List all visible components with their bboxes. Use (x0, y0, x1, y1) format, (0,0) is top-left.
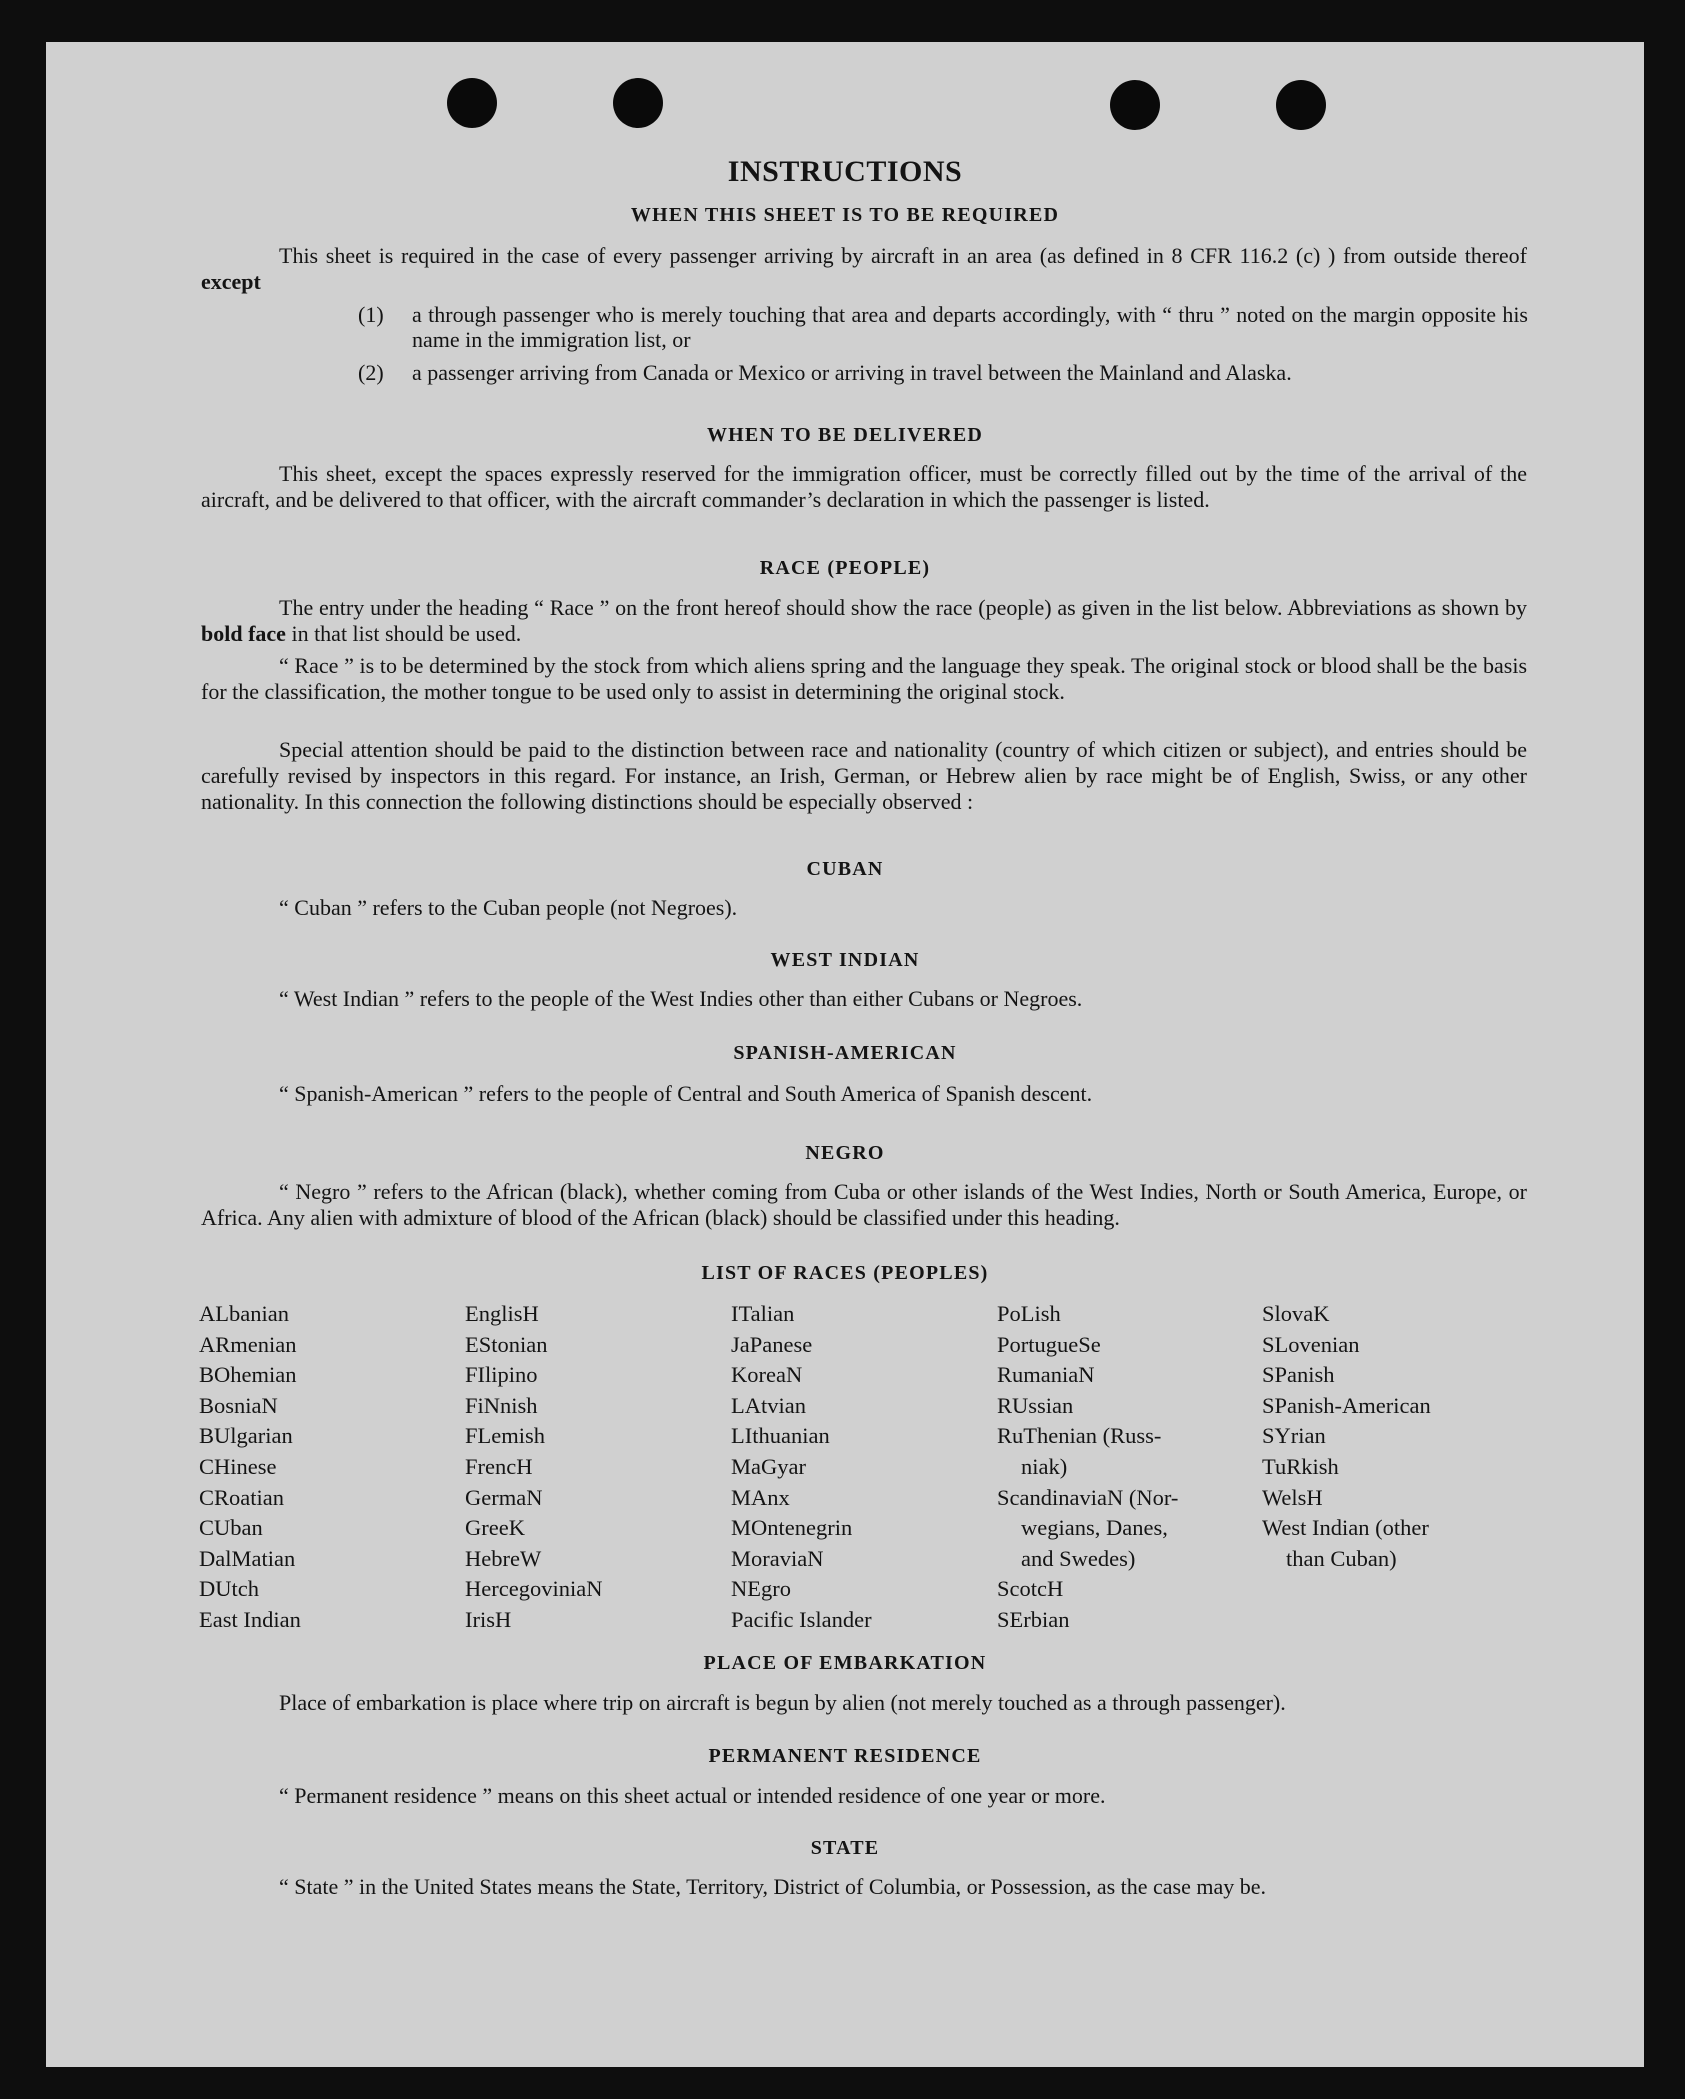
race-entry: SlovaK (1262, 1301, 1330, 1326)
race-column-3 (731, 1299, 872, 1636)
race-entry: SPanish-American (1262, 1392, 1431, 1418)
required-intro (201, 243, 1527, 295)
section-heading-residence: PERMANENT RESIDENCE (708, 1745, 982, 1767)
section-heading-delivered: WHEN TO BE DELIVERED (706, 424, 984, 446)
section-heading-spanish-american: SPANISH-AMERICAN (733, 1042, 957, 1064)
race-entry: CUban (199, 1515, 263, 1541)
section-heading-race: RACE (PEOPLE) (759, 557, 931, 579)
race-entry: HercegoviniaN (465, 1576, 603, 1602)
race-entry: DalMatian (199, 1545, 296, 1571)
state-text: “ State ” in the United States means the State, Territory, District of Columbia, or Possession, as the case may be. (279, 1874, 1267, 1899)
race-entry: KoreaN (731, 1362, 803, 1388)
race-entry: LAtvian (731, 1392, 806, 1418)
race-entry: DUtch (199, 1576, 259, 1602)
race-entry: ARmenian (199, 1331, 297, 1357)
race-entry: PoLish (997, 1301, 1061, 1326)
west-indian-text: “ West Indian ” refers to the people of the West Indies other than either Cubans or Negroes. (279, 986, 1083, 1011)
race-column-4 (997, 1299, 1178, 1636)
race-entry: EnglisH (465, 1301, 539, 1326)
race-entry: IrisH (465, 1606, 512, 1632)
race-entry: GermaN (465, 1484, 543, 1510)
section-heading-cuban: CUBAN (806, 858, 884, 880)
race-entry: RUssian (997, 1392, 1074, 1418)
race-entry-continued: wegians, Danes, (1021, 1515, 1168, 1541)
race-entry: TuRkish (1262, 1453, 1339, 1479)
race-entry: MaGyar (731, 1453, 806, 1479)
race-entry: FLemish (465, 1423, 546, 1449)
race-entry: RumaniaN (997, 1362, 1095, 1388)
race-entry: ScandinaviaN (Nor- (997, 1484, 1179, 1510)
race-entry: CRoatian (199, 1484, 284, 1510)
race-entry: SLovenian (1262, 1331, 1360, 1357)
race-paragraph-1: The entry under the heading “ Race ” on the front hereof should show the race (people) as given in the list below. Abbreviations as shown by bold face in that list should be used. (201, 595, 1527, 646)
list-heading: LIST OF RACES (PEOPLES) (701, 1262, 989, 1284)
race-entry: CHinese (199, 1453, 277, 1479)
spanish-american-text: “ Spanish-American ” refers to the people of Central and South America of Spanish descent. (279, 1081, 1093, 1106)
page-title: INSTRUCTIONS (727, 155, 963, 188)
race-entry: EStonian (465, 1331, 548, 1357)
item-number: (2) (358, 360, 384, 385)
race-entry: WelsH (1262, 1484, 1323, 1510)
race-entry: ITalian (731, 1301, 795, 1326)
race-entry: BOhemian (199, 1362, 297, 1388)
race-entry: MOntenegrin (731, 1515, 853, 1541)
race-entry: JaPanese (731, 1331, 813, 1357)
race-entry: RuThenian (Russ- (997, 1423, 1162, 1449)
race-entry: MoraviaN (731, 1545, 824, 1571)
residence-text: “ Permanent residence ” means on this sheet actual or intended residence of one year or more. (279, 1783, 1106, 1808)
race-column-1 (199, 1299, 301, 1636)
punch-hole (613, 78, 663, 128)
race-entry: HebreW (465, 1545, 542, 1571)
item-text: a passenger arriving from Canada or Mexico or arriving in travel between the Mainland and Alaska. (412, 360, 1292, 385)
punch-hole (1110, 80, 1160, 130)
required-intro-text: This sheet is required in the case of every passenger arriving by aircraft in an area (as defined in 8 CFR 116.2 (c) ) from outside thereof (279, 243, 1527, 268)
race-entry: FIlipino (465, 1362, 538, 1388)
race-entry: BUlgarian (199, 1423, 293, 1449)
race-entry: East Indian (199, 1606, 301, 1632)
section-heading-negro: NEGRO (805, 1142, 885, 1164)
race-entry: ScotcH (997, 1576, 1064, 1602)
race-entry: MAnx (731, 1484, 790, 1510)
race-entry-continued: niak) (1021, 1453, 1068, 1479)
race-entry: SPanish (1262, 1362, 1335, 1388)
item-text: a through passenger who is merely touching that area and departs accordingly, with “ thru ” noted on the margin opposite his name in the immigration list, or (412, 302, 1528, 352)
negro-text: “ Negro ” refers to the African (black), whether coming from Cuba or other islands of the West Indies, North or South America, Europe, or Africa. Any alien with admixture of blood of the African (black) should be classified under this heading. (201, 1179, 1527, 1230)
embarkation-text: Place of embarkation is place where trip on aircraft is begun by alien (not merely touched as a through passenger). (279, 1690, 1286, 1715)
race-column-2 (465, 1299, 602, 1636)
item-number: (1) (358, 302, 384, 327)
punch-hole (1276, 80, 1326, 130)
race-entry: FiNnish (465, 1392, 538, 1418)
race-entry: LIthuanian (731, 1423, 830, 1449)
race-entry-continued: than Cuban) (1286, 1545, 1397, 1571)
race-entry: ALbanian (199, 1301, 289, 1326)
section-heading-state: STATE (810, 1837, 880, 1859)
section-heading-required: WHEN THIS SHEET IS TO BE REQUIRED (630, 204, 1060, 226)
race-entry: NEgro (731, 1576, 791, 1602)
section-heading-embarkation: PLACE OF EMBARKATION (703, 1652, 987, 1674)
race-entry: Pacific Islander (731, 1606, 872, 1632)
punch-hole (447, 78, 497, 128)
race-column-5 (1262, 1299, 1431, 1574)
section-heading-west-indian: WEST INDIAN (770, 949, 920, 971)
required-intro-bold: except (201, 269, 261, 294)
race-entry: SYrian (1262, 1423, 1326, 1449)
delivered-text: This sheet, except the spaces expressly reserved for the immigration officer, must be correctly filled out by the time of the arrival of the aircraft, and be delivered to that officer, with the aircraft commander’s declaration in which the passenger is listed. (201, 461, 1527, 512)
race-entry: BosniaN (199, 1392, 278, 1418)
race-paragraph-3: Special attention should be paid to the distinction between race and nationality (country of which citizen or subject), and entries should be carefully revised by inspectors in this regard. For instance, an Irish, German, or Hebrew alien by race might be of English, Swiss, or any other nationality. In this connection the following distinctions should be especially observed : (201, 737, 1527, 814)
race-entry: FrencH (465, 1453, 533, 1479)
race-entry: West Indian (other (1262, 1515, 1429, 1541)
race-entry-continued: and Swedes) (1021, 1545, 1136, 1571)
race-entry: PortugueSe (997, 1331, 1101, 1357)
race-entry: SErbian (997, 1606, 1070, 1632)
race-paragraph-2: “ Race ” is to be determined by the stock from which aliens spring and the language they speak. The original stock or blood shall be the basis for the classification, the mother tongue to be used only to assist in determining the original stock. (201, 653, 1527, 704)
instruction-sheet (46, 42, 1644, 2067)
cuban-text: “ Cuban ” refers to the Cuban people (not Negroes). (279, 895, 738, 920)
race-entry: GreeK (465, 1515, 525, 1541)
